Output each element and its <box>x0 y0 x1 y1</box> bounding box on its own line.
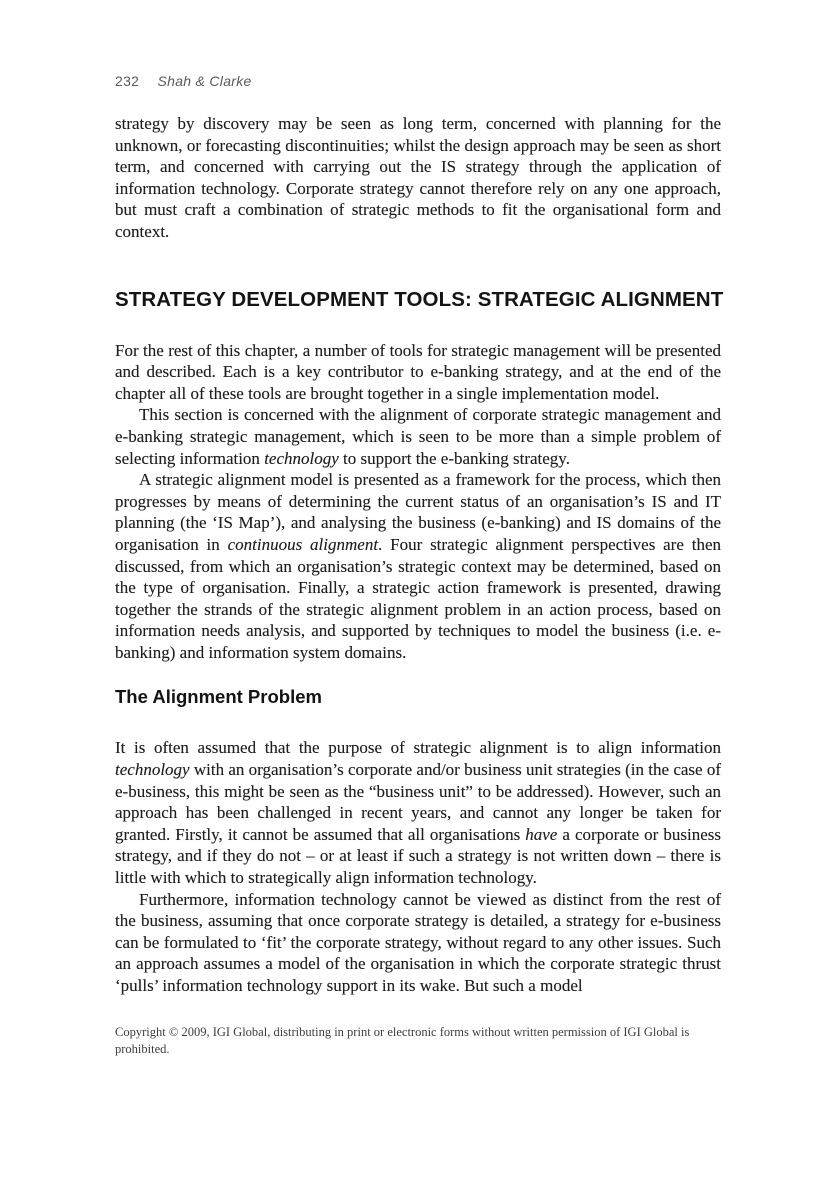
text-run: . Four strategic alignment perspectives are then discussed, from which an organisation’s strategic context may be determined, based on the type of organisation. Finally, a strategic action framework is presented, drawing together the strands of the strategic alignment problem in an action process, based on information needs analysis, and supported by techniques to model the business (i.e. e-banking) and information system domains. <box>115 534 721 662</box>
text-run: with an organisation’s corporate and/or business unit strategies (in the case of e-business, this might be seen as the “business unit” to be addressed). However, such an approach has been challenged in recent years, and cannot any longer be taken for granted. Firstly, it cannot be assumed that all organisations <box>115 760 721 844</box>
page-header <box>115 73 721 89</box>
body-paragraph <box>115 340 721 405</box>
page-content <box>115 73 724 1059</box>
copyright-notice: Copyright © 2009, IGI Global, distributing in print or electronic forms without written permission of IGI Global is prohibited. <box>115 1024 690 1057</box>
body-paragraph <box>115 113 721 243</box>
text-run: This section is concerned with the alignment of corporate strategic management and e-banking strategic management, which is seen to be more than a simple problem of selecting information <box>115 405 721 468</box>
italic-run: technology <box>115 760 190 780</box>
page-number: 232 <box>115 73 140 89</box>
text-run: It is often assumed that the purpose of strategic alignment is to align information <box>115 738 721 758</box>
body-paragraph <box>115 889 721 997</box>
body-paragraph <box>115 469 721 663</box>
body-paragraph <box>115 404 721 469</box>
text-run: A strategic alignment model is presented as a framework for the process, which then progresses by means of determining the current status of an organisation’s IS and IT planning (the ‘IS Map’), and analysing the business (e-banking) and IS domains of the organisation in <box>115 470 721 554</box>
text-run: to support the e-banking strategy. <box>338 448 570 468</box>
text-run: a corporate or business strategy, and if they do not – or at least if such a strategy is not written down – there is little with which to strategically align information technology. <box>115 824 721 888</box>
running-title: Shah & Clarke <box>157 73 252 89</box>
text-run: Furthermore, information technology cannot be viewed as distinct from the rest of the business, assuming that once corporate strategy is detailed, a strategy for e-business can be formulated to ‘fit’ the corporate strategy, without regard to any other issues. Such an approach assumes a model of the organisation in which the corporate strategic thrust ‘pulls’ information technology support in its wake. But such a model <box>115 889 721 995</box>
document-body <box>115 113 724 997</box>
text-run: strategy by discovery may be seen as long term, concerned with planning for the unknown, or forecasting discontinuities; whilst the design approach may be seen as short term, and concerned with carrying out the IS strategy through the application of information technology. Corporate strategy cannot therefore rely on any one approach, but must craft a combination of strategic methods to fit the organisational form and context. <box>115 114 721 241</box>
section-heading: STRATEGY DEVELOPMENT TOOLS: STRATEGIC ALIGNMENT <box>115 287 724 311</box>
italic-run: have <box>525 824 558 844</box>
italic-run: technology <box>264 448 339 468</box>
subsection-heading: The Alignment Problem <box>115 686 322 708</box>
body-paragraph <box>115 737 721 888</box>
text-run: For the rest of this chapter, a number of tools for strategic management will be presented and described. Each is a key contributor to e-banking strategy, and at the end of the chapter all of these tools are brought together in a single implementation model. <box>115 340 721 403</box>
italic-run: continuous alignment <box>227 534 379 554</box>
